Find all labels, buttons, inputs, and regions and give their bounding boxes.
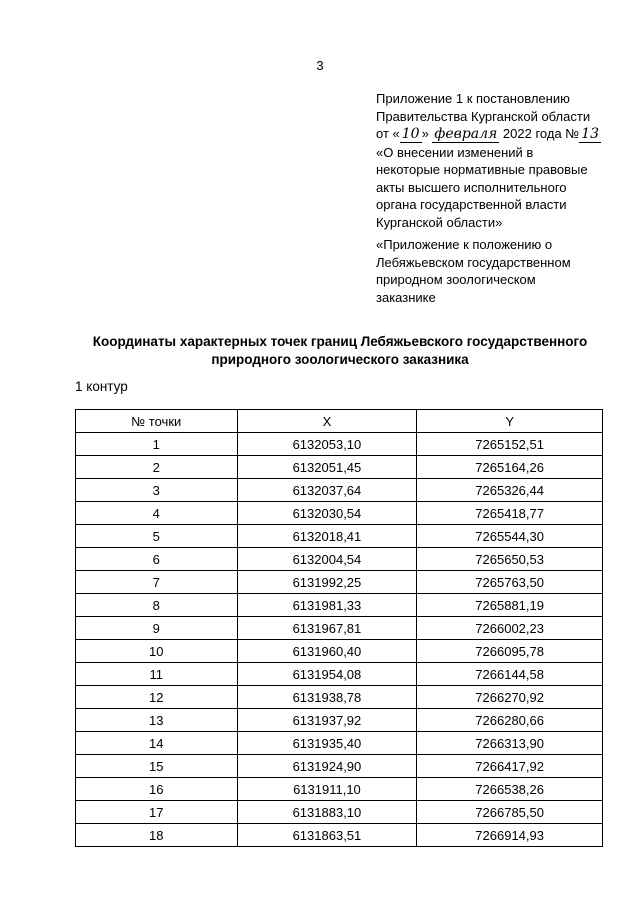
appendix-line: Приложение 1 к постановлению [376,91,570,106]
cell-x: 6131935,40 [237,732,417,755]
cell-point: 14 [76,732,238,755]
appendix-line: Курганской области» [376,214,503,230]
table-row [76,502,603,525]
document-title [60,333,620,369]
table-row [76,433,603,456]
cell-y: 7266417,92 [417,755,603,778]
table-row [76,778,603,801]
cell-x: 6132037,64 [237,479,417,502]
appendix2-line: природном зоологическом [376,272,536,287]
cell-y: 7265881,19 [417,594,603,617]
appendix-date-line [376,125,626,144]
header-x: X [237,410,417,433]
handwritten-doc-number: 13 [581,126,600,142]
table-row [76,571,603,594]
handwritten-day: 10 [401,126,420,142]
cell-y: 7266280,66 [417,709,603,732]
cell-x: 6131967,81 [237,617,417,640]
cell-x: 6131992,25 [237,571,417,594]
appendix2-line: заказнике [376,289,436,305]
appendix-line: Правительства Курганской области [376,108,591,124]
cell-point: 9 [76,617,238,640]
cell-point: 16 [76,778,238,801]
cell-x: 6132030,54 [237,502,417,525]
cell-x: 6132053,10 [237,433,417,456]
table-row [76,594,603,617]
cell-x: 6131981,33 [237,594,417,617]
appendix-header [376,90,626,231]
table-row [76,617,603,640]
cell-y: 7265763,50 [417,571,603,594]
cell-point: 3 [76,479,238,502]
appendix2-line: Лебяжьевском государственном [376,254,571,270]
table-row [76,801,603,824]
table-row [76,824,603,847]
table-row [76,479,603,502]
cell-x: 6131883,10 [237,801,417,824]
cell-y: 7266313,90 [417,732,603,755]
cell-point: 6 [76,548,238,571]
cell-y: 7266785,50 [417,801,603,824]
appendix-line: «О внесении изменений в [376,144,534,160]
appendix-subheader [376,236,626,306]
table-row [76,709,603,732]
table-row [76,732,603,755]
table-row [76,686,603,709]
cell-point: 12 [76,686,238,709]
table-row [76,525,603,548]
cell-point: 15 [76,755,238,778]
table-row [76,663,603,686]
date-mid: » [421,126,433,141]
cell-y: 7265152,51 [417,433,603,456]
cell-y: 7266095,78 [417,640,603,663]
cell-point: 1 [76,433,238,456]
appendix-line: органа государственной власти [376,197,567,212]
cell-y: 7266144,58 [417,663,603,686]
cell-x: 6131924,90 [237,755,417,778]
page-number: 3 [316,58,324,73]
cell-y: 7265418,77 [417,502,603,525]
cell-point: 11 [76,663,238,686]
title-line: природного зоологического заказника [211,352,469,367]
appendix2-line: «Приложение к положению о [376,237,553,252]
cell-point: 17 [76,801,238,824]
cell-point: 5 [76,525,238,548]
handwritten-month: февраля [434,126,498,142]
cell-point: 7 [76,571,238,594]
cell-x: 6132004,54 [237,548,417,571]
cell-y: 7265650,53 [417,548,603,571]
cell-y: 7265544,30 [417,525,603,548]
table-row [76,456,603,479]
cell-x: 6131954,08 [237,663,417,686]
cell-x: 6131960,40 [237,640,417,663]
coordinates-table [75,409,603,847]
cell-y: 7266002,23 [417,617,603,640]
cell-point: 4 [76,502,238,525]
date-year: 2022 года № [499,126,580,141]
table-row [76,755,603,778]
date-prefix: от « [376,126,400,141]
cell-x: 6131938,78 [237,686,417,709]
appendix-line: акты высшего исполнительного [376,179,567,195]
header-y: Y [417,410,603,433]
cell-point: 10 [76,640,238,663]
cell-x: 6132018,41 [237,525,417,548]
table-row [76,640,603,663]
cell-x: 6131863,51 [237,824,417,847]
cell-y: 7266914,93 [417,824,603,847]
cell-y: 7266270,92 [417,686,603,709]
appendix-line: некоторые нормативные правовые [376,162,588,177]
cell-y: 7265326,44 [417,479,603,502]
cell-point: 13 [76,709,238,732]
cell-y: 7265164,26 [417,456,603,479]
title-line: Координаты характерных точек границ Лебяжьевского государственного [92,334,588,349]
cell-x: 6131937,92 [237,709,417,732]
table-row [76,548,603,571]
header-point-number: № точки [76,410,238,433]
table-header-row [76,410,603,433]
cell-x: 6131911,10 [237,778,417,801]
cell-y: 7266538,26 [417,778,603,801]
cell-point: 2 [76,456,238,479]
cell-point: 8 [76,594,238,617]
cell-point: 18 [76,824,238,847]
contour-label: 1 контур [75,379,128,394]
cell-x: 6132051,45 [237,456,417,479]
